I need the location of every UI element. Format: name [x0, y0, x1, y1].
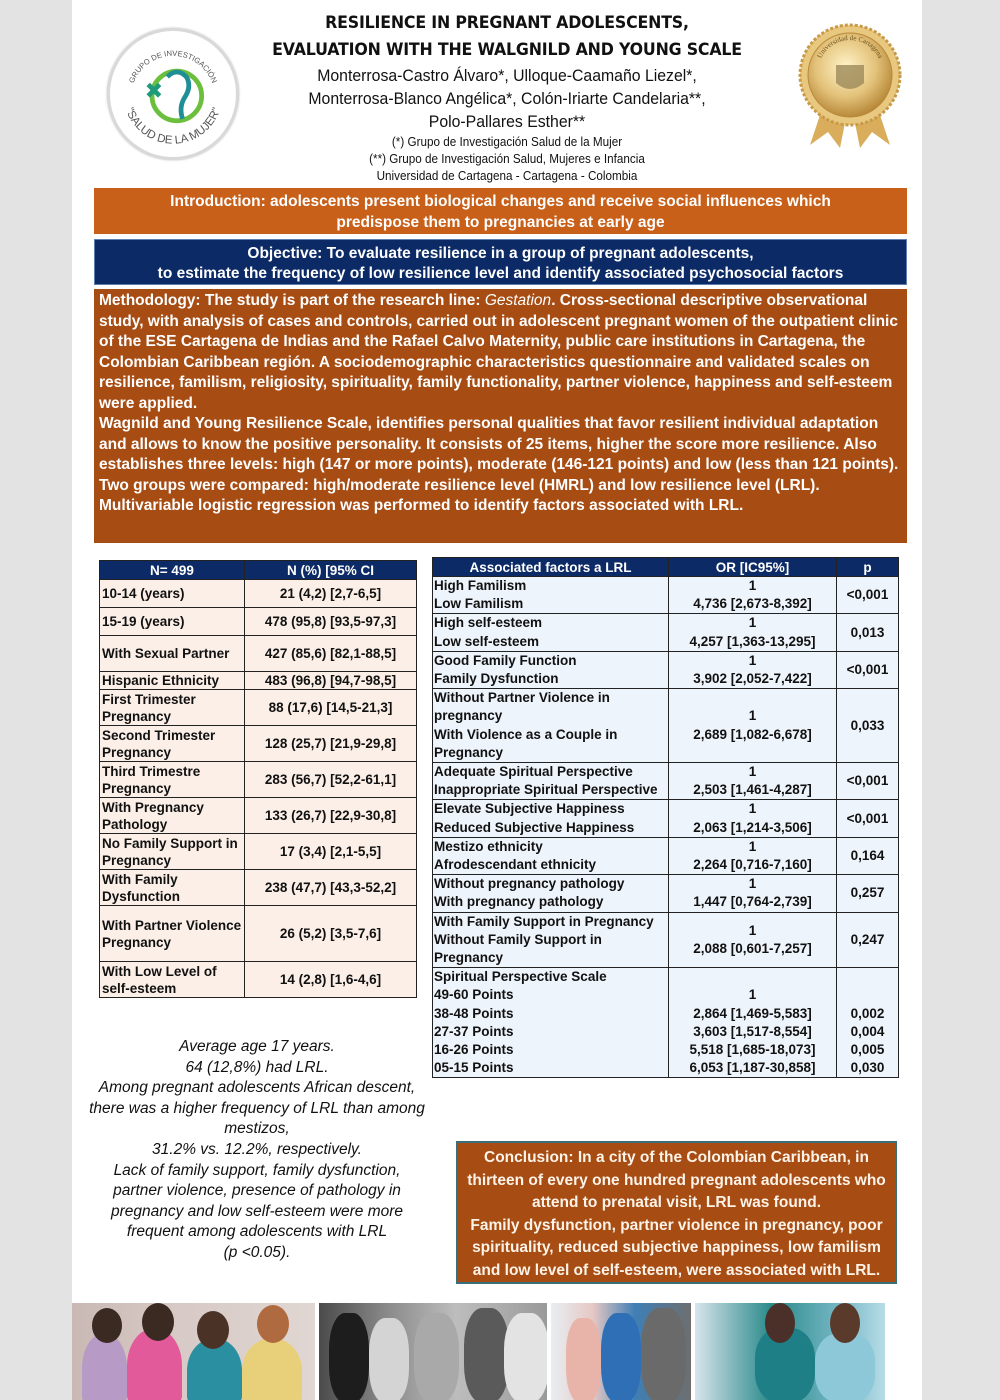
- demographics-row: [100, 580, 417, 608]
- factor-row: [433, 763, 899, 800]
- scale-p-value: 0,004: [850, 1023, 885, 1039]
- reference-category: Without Partner Violence in pregnancy: [434, 690, 610, 724]
- or-value: 1,447 [0,764-2,739]: [693, 894, 812, 910]
- scale-or-value: 2,864 [1,469-5,583]: [693, 1005, 812, 1021]
- poster-title-line1: RESILIENCE IN PREGNANT ADOLESCENTS,: [325, 13, 689, 33]
- factors-header-or: OR [IC95%]: [669, 558, 837, 577]
- or-reference: 1: [748, 876, 757, 892]
- affiliation3: Universidad de Cartagena - Cartagena - Colombia: [376, 168, 638, 183]
- reference-category: High self-esteem: [434, 615, 543, 631]
- logo-text-top: GRUPO DE INVESTIGACIÓN: [126, 48, 220, 85]
- factor-row: [433, 875, 899, 912]
- factor-label: [433, 875, 669, 912]
- scale-or-value: 1: [748, 987, 757, 1003]
- demographics-value: 14 (2,8) [1,6-4,6]: [245, 962, 417, 998]
- affiliation1: (*) Grupo de Investigación Salud de la Mujer: [391, 134, 623, 149]
- demographics-value: 483 (96,8) [94,7-98,5]: [245, 672, 417, 690]
- scale-range-label: 27-37 Points: [434, 1023, 514, 1039]
- objective-line1: Objective: To evaluate resilience in a group of pregnant adolescents,: [247, 245, 754, 262]
- or-value: 2,503 [1,461-4,287]: [693, 782, 812, 798]
- demographics-row: [100, 962, 417, 998]
- p-value: <0,001: [837, 577, 899, 614]
- scale-p-value: [838, 986, 897, 1004]
- or-value: 3,902 [2,052-7,422]: [693, 671, 812, 687]
- or-reference: 1: [748, 764, 757, 780]
- odds-ratio: [669, 837, 837, 874]
- factor-label: [433, 614, 669, 651]
- factor-row: [433, 800, 899, 837]
- salud-de-la-mujer-logo: [107, 28, 239, 160]
- reference-category: Good Family Function: [434, 652, 577, 668]
- demographics-label: 15-19 (years): [100, 608, 245, 636]
- photo-group-pregnant-women: [72, 1303, 315, 1400]
- reference-category: With Family Support in Pregnancy: [434, 913, 654, 929]
- reference-category: Adequate Spiritual Perspective: [434, 764, 633, 780]
- summary-line: 64 (12,8%) had LRL.: [185, 1058, 329, 1076]
- or-value: 2,088 [0,601-7,257]: [693, 940, 812, 956]
- demographics-value: 17 (3,4) [2,1-5,5]: [245, 834, 417, 870]
- demographics-value: 478 (95,8) [93,5-97,3]: [245, 608, 417, 636]
- factor-row: [433, 614, 899, 651]
- p-value: 0,013: [837, 614, 899, 651]
- or-reference: 1: [748, 652, 757, 668]
- summary-line: Lack of family support, family dysfunction, partner violence, presence of pathology in pregnancy and low self-esteem were more frequent among adolescents with LRL: [110, 1161, 404, 1241]
- p-value: <0,001: [837, 651, 899, 688]
- photo-pregnant-bellies-color: [551, 1303, 691, 1400]
- summary-line: (p <0.05).: [223, 1243, 291, 1261]
- introduction-line1: Introduction: adolescents present biological changes and receive social influences which: [170, 193, 831, 210]
- demographics-table: [99, 560, 417, 998]
- demographics-row: [100, 834, 417, 870]
- or-reference: 1: [748, 922, 757, 938]
- risk-category: Without Family Support in Pregnancy: [434, 931, 602, 966]
- factor-row: [433, 651, 899, 688]
- odds-ratio: [669, 875, 837, 912]
- demographics-label: Second Trimester Pregnancy: [100, 726, 245, 762]
- demographics-row: [100, 906, 417, 962]
- or-value: 4,736 [2,673-8,392]: [693, 596, 812, 612]
- scale-range-label: 05-15 Points: [434, 1060, 514, 1076]
- factors-header-p: p: [837, 558, 899, 577]
- affiliation2: (**) Grupo de Investigación Salud, Mujeres e Infancia: [369, 151, 645, 166]
- demographics-row: [100, 636, 417, 672]
- photo-pregnant-women-teal: [695, 1303, 885, 1400]
- risk-category: Reduced Subjective Happiness: [434, 819, 635, 835]
- methodology-prefix: Methodology: The study is part of the research line:: [99, 292, 485, 309]
- scale-p-value: 0,002: [850, 1005, 885, 1021]
- spiritual-scale-or: [669, 968, 837, 1078]
- conclusion-paragraph1: Conclusion: In a city of the Colombian Caribbean, in thirteen of every one hundred pregnant adolescents who attend to prenatal visit, LRL was found.: [467, 1149, 886, 1211]
- demographics-value: 88 (17,6) [14,5-21,3]: [245, 690, 417, 726]
- demographics-value: 133 (26,7) [22,9-30,8]: [245, 798, 417, 834]
- risk-category: With pregnancy pathology: [434, 894, 604, 910]
- factor-label: [433, 689, 669, 763]
- or-reference: 1: [748, 708, 757, 724]
- p-value: 0,247: [837, 912, 899, 968]
- odds-ratio: [669, 577, 837, 614]
- demographics-row: [100, 690, 417, 726]
- or-reference: 1: [748, 615, 757, 631]
- poster-page: [72, 0, 922, 1400]
- reference-category: Without pregnancy pathology: [434, 876, 625, 892]
- risk-category: Inappropriate Spiritual Perspective: [434, 782, 658, 798]
- summary-line: Among pregnant adolescents African descent, there was a higher frequency of LRL than among mestizos,: [89, 1079, 425, 1138]
- scale-p-value: 0,005: [850, 1042, 885, 1058]
- factor-row: [433, 837, 899, 874]
- scale-range-label: 16-26 Points: [434, 1042, 514, 1058]
- demographics-row: [100, 798, 417, 834]
- p-value: <0,001: [837, 800, 899, 837]
- summary-line: Average age 17 years.: [179, 1038, 335, 1055]
- authors-line3: Polo-Pallares Esther**: [428, 112, 586, 131]
- demographics-label: With Low Level of self-esteem: [100, 962, 245, 998]
- poster-title-line2: EVALUATION WITH THE WALGNILD AND YOUNG SCALE: [272, 40, 742, 60]
- demographics-row: [100, 870, 417, 906]
- objective-line2: to estimate the frequency of low resilience level and identify associated psychosocial factors: [157, 265, 844, 282]
- spiritual-scale-row: [433, 968, 899, 1078]
- risk-category: Family Dysfunction: [434, 671, 559, 687]
- demographics-row: [100, 726, 417, 762]
- scale-or-value: 3,603 [1,517-8,554]: [693, 1023, 812, 1039]
- research-line: Gestation: [484, 292, 552, 309]
- or-value: 2,063 [1,214-3,506]: [693, 819, 812, 835]
- methodology-paragraph2: Wagnild and Young Resilience Scale, identifies personal qualities that favor resilient individual adaptation and allows to know the positive personality. It consists of 25 items, higher the score more resilience. Also establishes three levels: high (147 or more points), moderate (146-121 points) and low (less than 121 points). Two groups were compared: high/moderate resilience level (HMRL) and low resilience level (LRL). Multivariable logistic regression was performed to identify factors associated with LRL.: [99, 415, 899, 514]
- factor-label: [433, 837, 669, 874]
- reference-category: Mestizo ethnicity: [434, 838, 543, 854]
- authors-line2: Monterrosa-Blanco Angélica*, Colón-Iriarte Candelaria**,: [308, 89, 706, 108]
- photo-pregnant-bellies-bw: [319, 1303, 547, 1400]
- methodology-text: . Cross-sectional descriptive observational study, with analysis of cases and controls, carried out in adolescent pregnant women of the outpatient clinic of the ESE Cartagena de Indias and the Rafael Calvo Maternity, public care institutions in Cartagena, the Colombian Caribbean región. A sociodemographic characteristics questionnaire and validated scales on resilience, familism, religiosity, spirituality, family functionality, partner violence, happiness and self-esteem were applied.: [99, 292, 898, 412]
- methodology-box: [94, 289, 907, 543]
- scale-or-value: 5,518 [1,685-18,073]: [689, 1042, 816, 1058]
- or-reference: 1: [748, 838, 757, 854]
- universidad-seal-icon: [790, 20, 910, 150]
- demographics-header-ci: N (%) [95% CI: [245, 561, 417, 580]
- conclusion-box: [456, 1141, 897, 1284]
- introduction-line2: predispose them to pregnancies at early age: [336, 214, 665, 231]
- p-value: <0,001: [837, 763, 899, 800]
- demographics-value: 427 (85,6) [82,1-88,5]: [245, 636, 417, 672]
- risk-category: Afrodescendant ethnicity: [434, 857, 597, 873]
- or-value: 4,257 [1,363-13,295]: [689, 633, 816, 649]
- demographics-value: 21 (4,2) [2,7-6,5]: [245, 580, 417, 608]
- odds-ratio: [669, 912, 837, 968]
- factor-row: [433, 689, 899, 763]
- factor-label: [433, 763, 669, 800]
- logo-figure: [167, 72, 189, 119]
- demographics-row: [100, 762, 417, 798]
- demographics-label: Hispanic Ethnicity: [100, 672, 245, 690]
- risk-category: With Violence as a Couple in Pregnancy: [434, 726, 618, 760]
- introduction-box: [94, 188, 907, 234]
- odds-ratio: [669, 800, 837, 837]
- p-value: 0,164: [837, 837, 899, 874]
- reference-category: Elevate Subjective Happiness: [434, 801, 625, 817]
- demographics-header-n: N= 499: [100, 561, 245, 580]
- or-value: 2,689 [1,082-6,678]: [693, 726, 812, 742]
- factor-row: [433, 577, 899, 614]
- demographics-label: With Sexual Partner: [100, 636, 245, 672]
- p-value: 0,033: [837, 689, 899, 763]
- associated-factors-table: [432, 557, 899, 1078]
- svg-text:Universidad de Cartagena: Universidad de Cartagena: [815, 33, 885, 60]
- scale-or-value: 6,053 [1,187-30,858]: [689, 1060, 816, 1076]
- factors-header-factor: Associated factors a LRL: [433, 558, 669, 577]
- spiritual-scale-labels: [433, 968, 669, 1078]
- summary-line: 31.2% vs. 12.2%, respectively.: [152, 1140, 362, 1158]
- factor-label: [433, 912, 669, 968]
- odds-ratio: [669, 763, 837, 800]
- p-value: 0,257: [837, 875, 899, 912]
- demographics-label: Third Trimestre Pregnancy: [100, 762, 245, 798]
- objective-box: [94, 239, 907, 285]
- reference-category: High Familism: [434, 578, 527, 593]
- demographics-row: [100, 608, 417, 636]
- conclusion-paragraph2: Family dysfunction, partner violence in pregnancy, poor spirituality, reduced subjective happiness, low familism and low level of self-esteem, were associated with LRL.: [470, 1216, 883, 1279]
- spiritual-scale-title: Spiritual Perspective Scale: [434, 969, 607, 985]
- risk-category: Low self-esteem: [434, 633, 540, 649]
- photo-strip: [72, 1303, 922, 1400]
- factor-label: [433, 800, 669, 837]
- or-value: 2,264 [0,716-7,160]: [693, 857, 812, 873]
- scale-range-label: 38-48 Points: [434, 1005, 514, 1021]
- or-reference: 1: [748, 801, 757, 817]
- methodology-paragraph1: [99, 291, 902, 414]
- demographics-label: With Partner Violence Pregnancy: [100, 906, 245, 962]
- results-summary: [87, 1037, 427, 1264]
- odds-ratio: [669, 689, 837, 763]
- demographics-row: [100, 672, 417, 690]
- demographics-value: 283 (56,7) [52,2-61,1]: [245, 762, 417, 798]
- authors-line1: Monterrosa-Castro Álvaro*, Ulloque-Caamaño Liezel*,: [317, 66, 697, 85]
- odds-ratio: [669, 651, 837, 688]
- scale-p-value: 0,030: [850, 1060, 885, 1076]
- demographics-value: 26 (5,2) [3,5-7,6]: [245, 906, 417, 962]
- demographics-value: 238 (47,7) [43,3-52,2]: [245, 870, 417, 906]
- risk-category: Low Familism: [434, 596, 524, 612]
- demographics-label: 10-14 (years): [100, 580, 245, 608]
- poster-header: [222, 10, 792, 184]
- demographics-label: No Family Support in Pregnancy: [100, 834, 245, 870]
- factor-label: [433, 577, 669, 614]
- odds-ratio: [669, 614, 837, 651]
- demographics-label: With Pregnancy Pathology: [100, 798, 245, 834]
- spiritual-scale-p: [837, 968, 899, 1078]
- factor-row: [433, 912, 899, 968]
- demographics-label: With Family Dysfunction: [100, 870, 245, 906]
- demographics-label: First Trimester Pregnancy: [100, 690, 245, 726]
- logo-text-bottom: "SALUD DE LA MUJER": [122, 106, 224, 147]
- demographics-value: 128 (25,7) [21,9-29,8]: [245, 726, 417, 762]
- or-reference: 1: [748, 578, 757, 593]
- factor-label: [433, 651, 669, 688]
- scale-range-label: 49-60 Points: [434, 987, 514, 1003]
